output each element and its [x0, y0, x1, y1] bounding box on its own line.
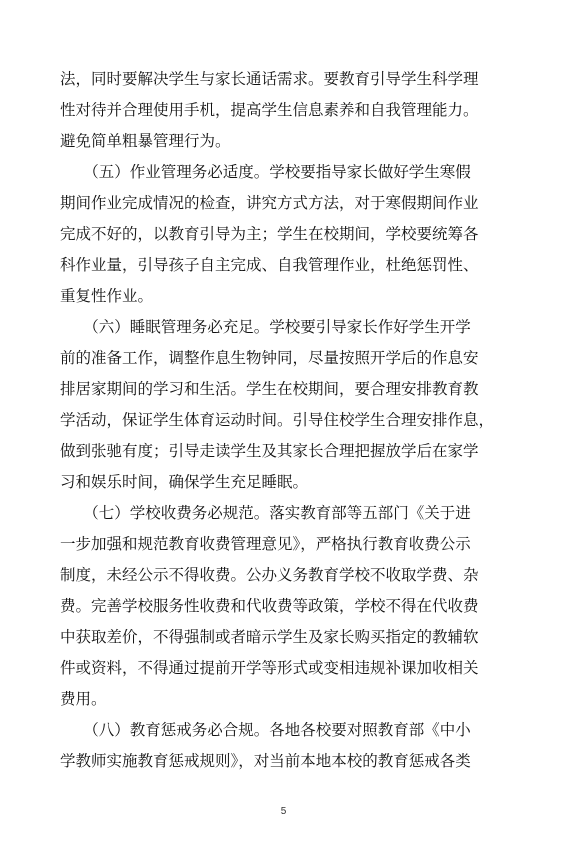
text-line: 科作业量，引导孩子自主完成、自我管理作业，杜绝惩罚性、 [60, 256, 479, 274]
text-line: 习和娱乐时间，确保学生充足睡眠。 [60, 473, 309, 491]
text-line: 排居家期间的学习和生活。学生在校期间，要合理安排教育教 [60, 380, 479, 398]
text-line: 前的准备工作，调整作息生物钟同，尽量按照开学后的作息安 [60, 349, 479, 367]
text-line: 避免简单粗暴管理行为。 [60, 132, 231, 150]
section-seven-heading-line: （七）学校收费务必规范。落实教育部等五部门《关于进 [60, 504, 471, 522]
text-line: 学活动，保证学生体育运动时间。引导住校学生合理安排作息， [60, 411, 495, 429]
page-number: 5 [280, 806, 287, 817]
text-line: 中获取差价，不得强制或者暗示学生及家长购买指定的教辅软 [60, 628, 479, 646]
text-line: 件或资料，不得通过提前开学等形式或变相违规补课加收相关 [60, 659, 479, 677]
section-six-heading-line: （六）睡眠管理务必充足。学校要引导家长作好学生开学 [60, 318, 471, 336]
text-line: 学教师实施教育惩戒规则》，对当前本地本校的教育惩戒各类 [60, 752, 471, 770]
section-eight-heading-line: （八）教育惩戒务必合规。各地各校要对照教育部《中小 [60, 721, 471, 739]
text-line: 做到张驰有度；引导走读学生及其家长合理把握放学后在家学 [60, 442, 479, 460]
text-line: 费用。 [60, 690, 107, 708]
section-five-heading-line: （五）作业管理务必适度。学校要指导家长做好学生寒假 [60, 163, 471, 181]
text-line: 期间作业完成情况的检查，讲究方式方法，对于寒假期间作业 [60, 194, 479, 212]
body-text [60, 64, 516, 777]
text-line: 完成不好的，以教育引导为主；学生在校期间，学校要统筹各 [60, 225, 479, 243]
text-line: 法，同时要解决学生与家长通话需求。要教育引导学生科学理 [60, 70, 479, 88]
text-line: 性对待并合理使用手机，提高学生信息素养和自我管理能力。 [60, 101, 479, 119]
text-line: 一步加强和规范教育收费管理意见》，严格执行教育收费公示 [60, 535, 471, 553]
text-line: 制度，未经公示不得收费。公办义务教育学校不收取学费、杂 [60, 566, 479, 584]
text-line: 重复性作业。 [60, 287, 154, 305]
text-line: 费。完善学校服务性收费和代收费等政策，学校不得在代收费 [60, 597, 479, 615]
